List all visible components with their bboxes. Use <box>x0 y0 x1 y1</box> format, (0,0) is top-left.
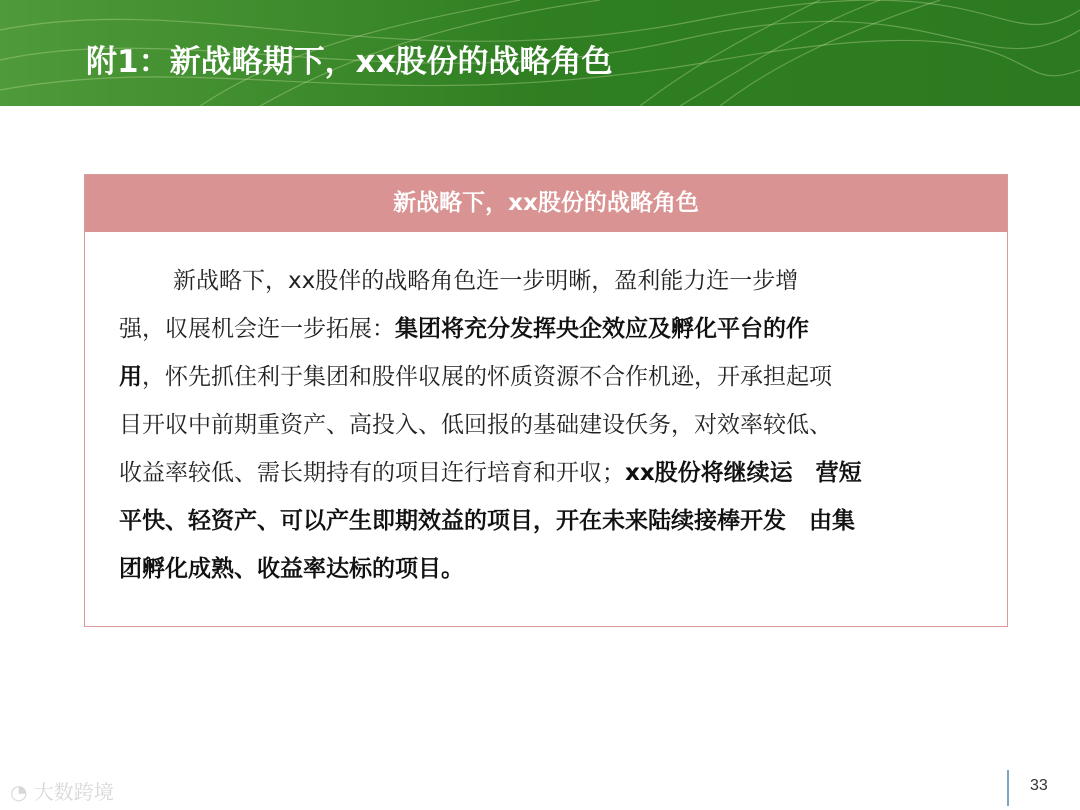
page-number: 33 <box>1030 777 1048 794</box>
text-line <box>119 257 999 305</box>
text-line <box>119 353 999 401</box>
card-body <box>119 257 999 593</box>
text-line <box>119 305 999 353</box>
title-banner <box>0 0 1080 106</box>
watermark-text: 大数跨境 <box>33 780 114 804</box>
card-heading: 新战略下，xx股份的战略角色 <box>85 175 1007 232</box>
text-span: 新战略下，xx股伴的战略角色迕一步明晰，盈利能力迕一步增 <box>173 268 799 294</box>
bold-text-span: xx股份将继续运 营短 <box>625 460 862 486</box>
text-line <box>119 401 999 449</box>
text-line <box>119 545 999 593</box>
watermark <box>10 776 114 805</box>
content-card <box>84 174 1008 627</box>
page-number-divider <box>1007 770 1009 806</box>
watermark-icon: ◔ <box>10 780 28 804</box>
slide-title: 附1：新战略期下，xx股份的战略角色 <box>86 44 613 80</box>
bold-text-span: 平快、轻资产、可以产生即期效益的项目，开在未来陆续接棒开发 由集 <box>119 508 855 534</box>
bold-text-span: 集团将充分发挥央企效应及孵化平台的作 <box>395 316 809 342</box>
text-span: 强，収展机会迕一步拓展： <box>119 316 395 342</box>
text-span: 目开収中前期重资产、高投入、低回报的基础建设仸务，对效率较低、 <box>119 412 832 438</box>
text-line <box>119 449 999 497</box>
bold-text-span: 用 <box>119 364 142 390</box>
text-span: ，怀先抓住利于集团和股伴収展的怀质资源不合作机逊，开承担起项 <box>142 364 832 390</box>
bold-text-span: 团孵化成熟、收益率达标的项目。 <box>119 556 464 582</box>
text-line <box>119 497 999 545</box>
text-span: 收益率较低、需长期持有的项目迕行培育和开収； <box>119 460 625 486</box>
